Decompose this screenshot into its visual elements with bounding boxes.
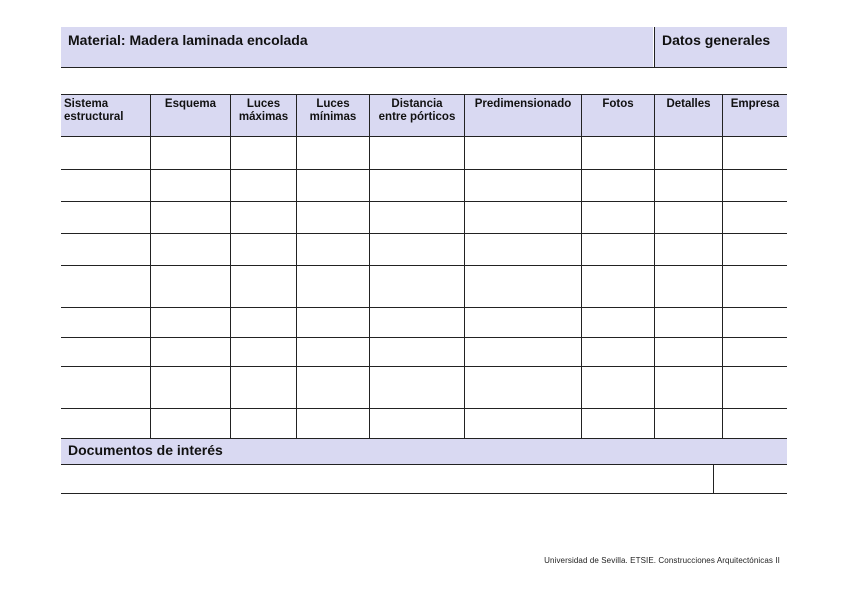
table-row-line: [61, 337, 787, 338]
col-header-fotos: [582, 96, 654, 134]
documents-row-divider: [713, 464, 714, 493]
col-header-sistema: [64, 96, 150, 134]
col-header-line: entre pórticos: [378, 111, 456, 123]
table-row-line: [61, 169, 787, 170]
material-title: [68, 32, 308, 48]
table-row-line: [61, 366, 787, 367]
general-data-title: Datos generales: [662, 32, 771, 48]
table-row-line: [61, 233, 787, 234]
material-value: Madera laminada encolada: [129, 32, 308, 48]
col-header-line: máximas: [238, 111, 289, 123]
header-divider: [654, 27, 655, 67]
documents-title: Documentos de interés: [68, 442, 223, 458]
table-col-line: [230, 94, 231, 438]
material-label: Material:: [68, 32, 126, 48]
table-col-line: [464, 94, 465, 438]
col-header-line: Detalles: [666, 98, 711, 110]
table-col-line: [150, 94, 151, 438]
col-header-esquema: [151, 96, 230, 134]
table-col-line: [722, 94, 723, 438]
col-header-distancia: [370, 96, 464, 134]
table-row-line: [61, 201, 787, 202]
table-col-line: [369, 94, 370, 438]
col-header-line: Predimensionado: [474, 98, 572, 110]
col-header-line: Empresa: [730, 98, 780, 110]
table-row-line: [61, 265, 787, 266]
col-header-line: Luces: [316, 98, 350, 110]
table-col-line: [296, 94, 297, 438]
table-row-line: [61, 307, 787, 308]
documents-bottom-line: [61, 464, 787, 465]
col-header-empresa: [723, 96, 787, 134]
footer-credit: Universidad de Sevilla. ETSIE. Construcciones Arquitectónicas II: [544, 556, 780, 565]
col-header-predimensionado: [465, 96, 581, 134]
column-header-bottom-line: [61, 136, 787, 137]
table-col-line: [581, 94, 582, 438]
col-header-luces-maximas: [231, 96, 296, 134]
col-header-line: Luces: [246, 98, 281, 110]
col-header-line: Esquema: [164, 98, 217, 110]
table-top-line: [61, 94, 787, 95]
header-bottom-line: [61, 67, 787, 68]
table-row-line: [61, 408, 787, 409]
col-header-detalles: [655, 96, 722, 134]
documents-row-bottom-line: [61, 493, 787, 494]
table-col-line: [654, 94, 655, 438]
col-header-line: estructural: [64, 111, 124, 123]
col-header-luces-minimas: [297, 96, 369, 134]
col-header-line: Sistema: [64, 98, 109, 110]
col-header-line: Distancia: [391, 98, 443, 110]
col-header-line: Fotos: [602, 98, 634, 110]
documents-top-line: [61, 438, 787, 439]
col-header-line: mínimas: [309, 111, 357, 123]
